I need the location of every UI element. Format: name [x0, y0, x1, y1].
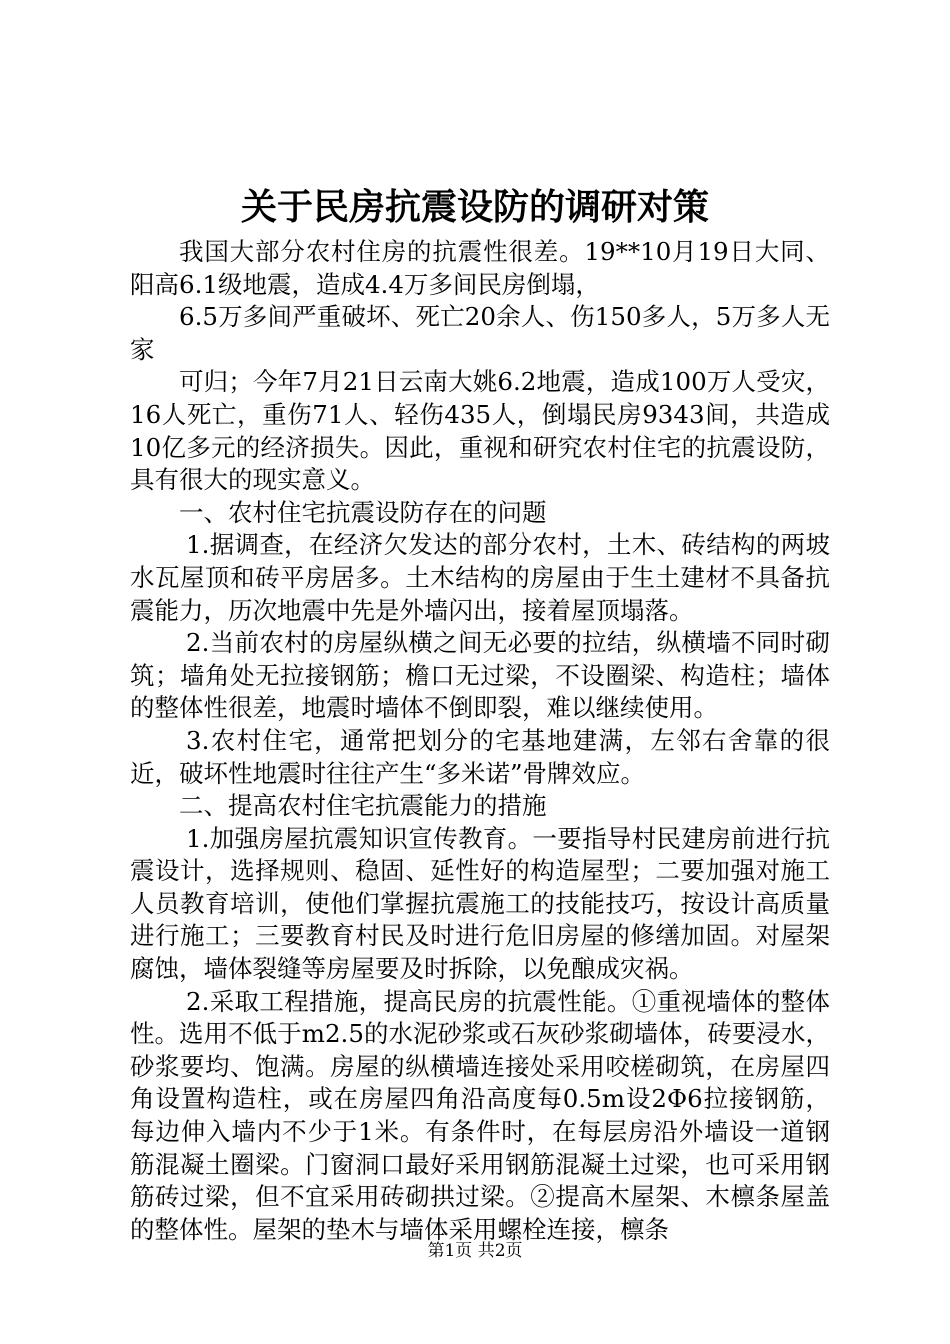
section-heading-problems: 一、农村住宅抗震设防存在的问题: [179, 497, 547, 527]
paragraph-problem-1: 1.据调查，在经济欠发达的部分农村，土木、砖结构的两坡水瓦屋顶和砖平房居多。土木结构的房屋由于生土建材不具备抗震能力，历次地震中先是外墙闪出，接着屋顶塌落。: [130, 530, 830, 625]
paragraph-measure-1: 1.加强房屋抗震知识宣传教育。一要指导村民建房前进行抗震设计，选择规则、稳固、延性好的构造屋型；二要加强对施工人员教育培训，使他们掌握抗震施工的技能技巧，按设计高质量进行施工；三要教育村民及时进行危旧房屋的修缮加固。对屋架腐蚀，墙体裂缝等房屋要及时拆除，以免酿成灾祸。: [130, 823, 830, 984]
paragraph-intro-cont: 6.5万多间严重破坏、死亡20余人、伤150多人，5万多人无家: [130, 302, 830, 364]
page-number-footer: 第1页 共2页: [427, 1241, 523, 1261]
section-heading-measures: 二、提高农村住宅抗震能力的措施: [179, 791, 547, 821]
paragraph-problem-2: 2.当前农村的房屋纵横之间无必要的拉结，纵横墙不同时砌筑；墙角处无拉接钢筋；檐口无过梁，不设圈梁、构造柱；墙体的整体性很差，地震时墙体不倒即裂，难以继续使用。: [130, 628, 830, 723]
paragraph-intro-cont-2: 可归；今年7月21日云南大姚6.2地震，造成100万人受灾，16人死亡，重伤71人、轻伤435人，倒塌民房9343间，共造成10亿多元的经济损失。因此，重视和研究农村住宅的抗震设防，具有很大的现实意义。: [130, 367, 830, 495]
document-title: 关于民房抗震设防的调研对策: [240, 186, 709, 228]
paragraph-intro: 我国大部分农村住房的抗震性很差。19**10月19日大同、阳高6.1级地震，造成4.4万多间民房倒塌，: [130, 237, 830, 299]
paragraph-problem-3: 3.农村住宅，通常把划分的宅基地建满，左邻右舍靠的很近，破坏性地震时往往产生“多米诺”骨牌效应。: [130, 725, 830, 788]
document-body: [130, 236, 830, 1246]
paragraph-measure-2: 2.采取工程措施，提高民房的抗震性能。①重视墙体的整体性。选用不低于m2.5的水泥砂浆或石灰砂浆砌墙体，砖要浸水，砂浆要均、饱满。房屋的纵横墙连接处采用咬槎砌筑，在房屋四角设置构造柱，或在房屋四角沿高度每0.5m设2Φ6拉接钢筋，每边伸入墙内不少于1米。有条件时，在每层房沿外墙设一道钢筋混凝土圈梁。门窗洞口最好采用钢筋混凝土过梁，也可采用钢筋砖过梁，但不宜采用砖砌拱过梁。②提高木屋架、木檩条屋盖的整体性。屋架的垫木与墙体采用螺栓连接，檩条: [130, 986, 830, 1244]
